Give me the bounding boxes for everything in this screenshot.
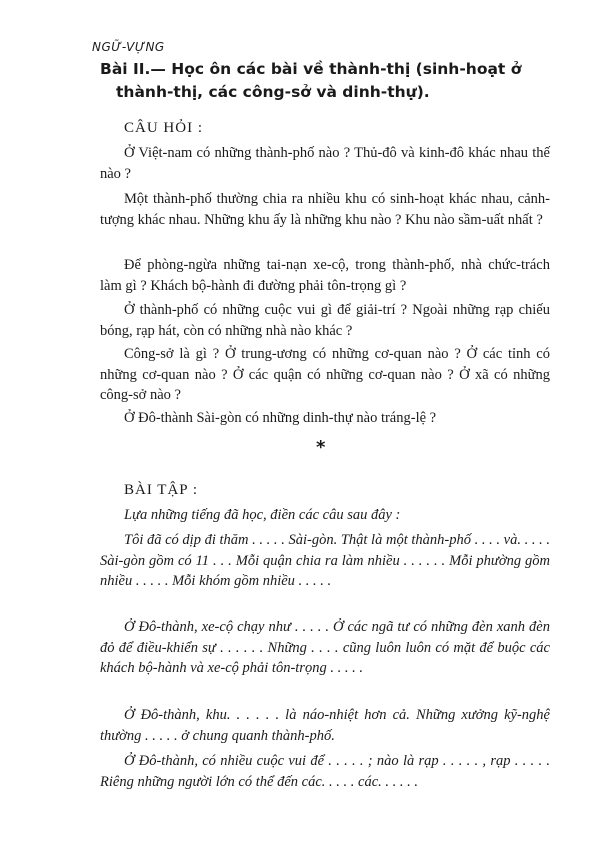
questions-heading: CÂU HỎI : [124, 120, 203, 136]
question-2: Một thành-phố thường chia ra nhiều khu có sinh-hoạt khác nhau, cảnh-tượng khác nhau. Những khu ấy là những khu nào ? Khu nào sầm-uất nhất ? [100, 191, 550, 228]
lesson-title [100, 58, 540, 104]
exercise-item-4: Ở Đô-thành, có nhiều cuộc vui để . . . . . ; nào là rạp . . . . . , rạp . . . . . Riêng những người lớn có thể đến các. . . . . các. . . . . . [100, 753, 550, 790]
question-3: Để phòng-ngừa những tai-nạn xe-cộ, trong thành-phố, nhà chức-trách làm gì ? Khách bộ-hành đi đường phải tôn-trọng gì ? [100, 257, 550, 294]
running-head: NGỮ-VỰNG [92, 40, 165, 54]
lesson-title-line-1: Bài II.— Học ôn các bài về thành-thị (sinh-hoạt ở [100, 60, 522, 78]
question-6: Ở Đô-thành Sài-gòn có những dinh-thự nào tráng-lệ ? [124, 410, 437, 426]
section-separator: * [316, 437, 326, 458]
question-5: Công-sở là gì ? Ở trung-ương có những cơ-quan nào ? Ở các tỉnh có những cơ-quan nào ? Ở các quận có những cơ-quan nào ? Ở xã có những công-sở nào ? [100, 346, 550, 403]
exercise-heading: BÀI TẬP : [124, 482, 199, 498]
exercise-item-2: Ở Đô-thành, xe-cộ chạy như . . . . . Ở các ngã tư có những đèn xanh đèn đỏ để điều-khiển sự . . . . . . Những . . . . cũng luôn luôn có mặt để buộc các khách bộ-hành và xe-cộ phải tôn-trọng . . . . . [100, 619, 550, 676]
question-4: Ở thành-phố có những cuộc vui gì để giải-trí ? Ngoài những rạp chiếu bóng, rạp hát, còn có những nhà nào khác ? [100, 302, 550, 339]
lesson-title-line-2: thành-thị, các công-sở và dinh-thự). [116, 83, 430, 101]
exercise-instruction: Lựa những tiếng đã học, điền các câu sau đây : [124, 507, 401, 523]
question-1: Ở Việt-nam có những thành-phố nào ? Thủ-đô và kinh-đô khác nhau thế nào ? [100, 145, 550, 182]
exercise-item-1: Tôi đã có dịp đi thăm . . . . . Sài-gòn. Thật là một thành-phố . . . . và. . . . . Sài-gòn gồm có 11 . . . Mỗi quận chia ra làm nhiều . . . . . . Mỗi phường gồm nhiều . . . . . Mỗi khóm gồm nhiều . . . . . [100, 532, 550, 589]
exercise-item-3: Ở Đô-thành, khu. . . . . . là náo-nhiệt hơn cả. Những xưởng kỹ-nghệ thường . . . . . ở chung quanh thành-phố. [100, 707, 550, 744]
